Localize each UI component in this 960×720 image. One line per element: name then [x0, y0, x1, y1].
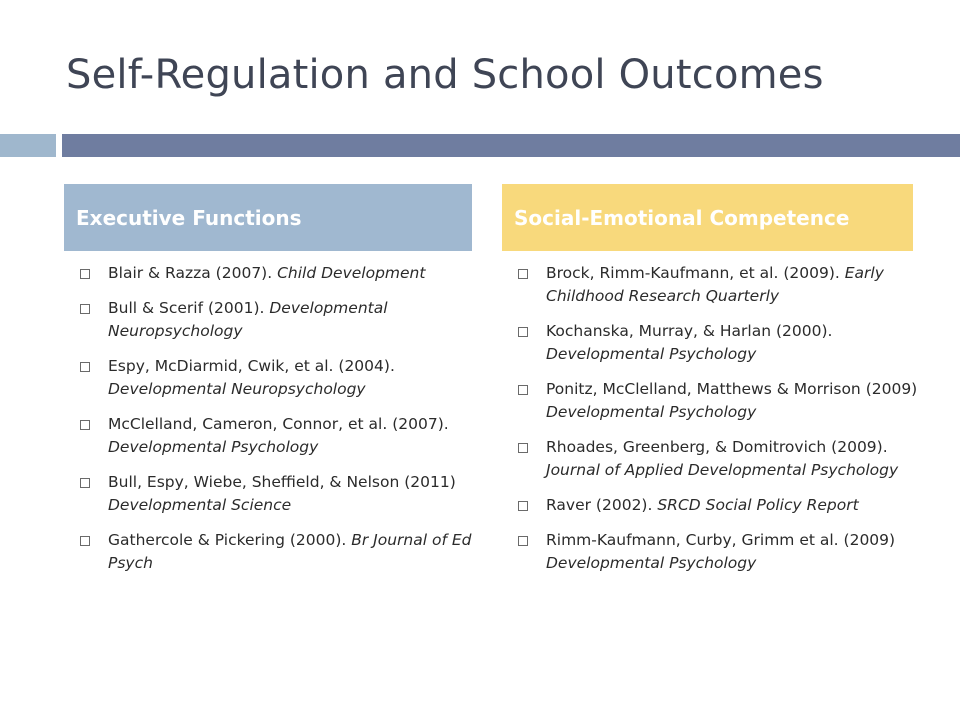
square-bullet-icon: [518, 536, 528, 546]
square-bullet-icon: [518, 443, 528, 453]
list-item: Blair & Razza (2007). Child Development: [80, 262, 480, 285]
social-emotional-list: [518, 262, 918, 587]
list-item: Bull & Scerif (2001). Developmental Neuropsychology: [80, 297, 480, 343]
social-emotional-header: [502, 184, 913, 251]
slide-title: Self-Regulation and School Outcomes: [66, 52, 824, 98]
square-bullet-icon: [80, 269, 90, 279]
list-item: Bull, Espy, Wiebe, Sheffield, & Nelson (2011) Developmental Science: [80, 471, 480, 517]
square-bullet-icon: [80, 304, 90, 314]
list-item: Rhoades, Greenberg, & Domitrovich (2009). Journal of Applied Developmental Psychology: [518, 436, 918, 482]
executive-functions-list: [80, 262, 480, 587]
executive-functions-header: [64, 184, 472, 251]
list-item: McClelland, Cameron, Connor, et al. (2007). Developmental Psychology: [80, 413, 480, 459]
list-item: Rimm-Kaufmann, Curby, Grimm et al. (2009) Developmental Psychology: [518, 529, 918, 575]
list-item: Raver (2002). SRCD Social Policy Report: [518, 494, 918, 517]
square-bullet-icon: [80, 420, 90, 430]
executive-functions-label: Executive Functions: [76, 205, 302, 230]
list-item: Ponitz, McClelland, Matthews & Morrison (2009) Developmental Psychology: [518, 378, 918, 424]
square-bullet-icon: [518, 269, 528, 279]
list-item: Kochanska, Murray, & Harlan (2000). Developmental Psychology: [518, 320, 918, 366]
accent-bar: [62, 134, 960, 157]
square-bullet-icon: [80, 536, 90, 546]
list-item: Espy, McDiarmid, Cwik, et al. (2004). Developmental Neuropsychology: [80, 355, 480, 401]
social-emotional-label: Social-Emotional Competence: [514, 205, 850, 230]
square-bullet-icon: [518, 327, 528, 337]
square-bullet-icon: [80, 362, 90, 372]
list-item: Brock, Rimm-Kaufmann, et al. (2009). Early Childhood Research Quarterly: [518, 262, 918, 308]
list-item: Gathercole & Pickering (2000). Br Journal of Ed Psych: [80, 529, 480, 575]
square-bullet-icon: [518, 385, 528, 395]
accent-block: [0, 134, 56, 157]
square-bullet-icon: [80, 478, 90, 488]
square-bullet-icon: [518, 501, 528, 511]
